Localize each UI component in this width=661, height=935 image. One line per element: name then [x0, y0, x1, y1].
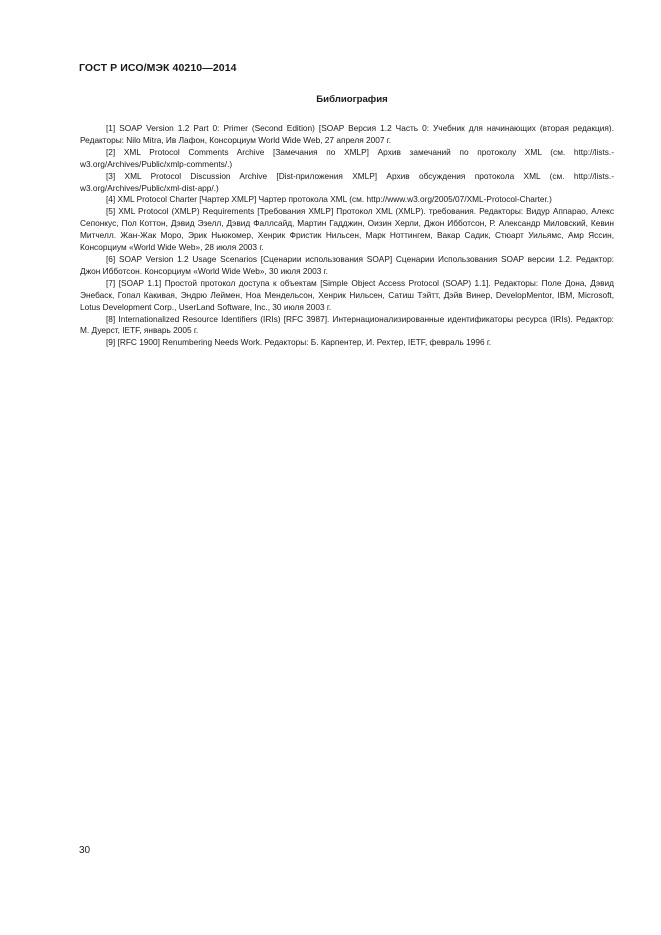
section-title-bibliography: Библиография: [316, 94, 388, 105]
bibliography-entry-7: [7] [SOAP 1.1] Простой протокол доступа к объектам [Simple Object Access Protocol (SOAP) 1.1]. Редакторы: Поле Дона, Дэвид Энебаск, Гопал Какивая, Эндрю Леймен, Ноа Мендельсон, Хенрик Нильсен, Сатиш Тэйтт, Дэйв Винер, DevelopMentor, IBM, Microsoft, Lotus Development Corp., UserLand Software, Inc., 30 июля 2003 г.: [80, 277, 614, 312]
bibliography-entry-3: [3] XML Protocol Discussion Archive [Dist-приложения XMLP] Архив обсуждения протокола XML (см. http://lists.w3.org/Archives/Public/xml-dist-app/.): [80, 170, 614, 193]
bibliography-entry-1: [1] SOAP Version 1.2 Part 0: Primer (Second Edition) [SOAP Версия 1.2 Часть 0: Учебник для начинающих (вторая редакция). Редакторы: Nilo Mitra, Ив Лафон, Консорциум World Wide Web, 27 апреля 2007 г.: [80, 123, 614, 145]
bibliography-entry-6: [6] SOAP Version 1.2 Usage Scenarios [Сценарии использования SOAP] Сценарии Использования SOAP версии 1.2. Редактор: Джон Ибботсон. Консорциум «World Wide Web», 30 июля 2003 г.: [80, 253, 614, 276]
bibliography-entry-4: [4] XML Protocol Charter [Чартер XMLP] Чартер протокола XML (см. http://www.w3.org/2005/07/XML-Protocol-Charter.): [106, 194, 552, 205]
bibliography-list: [80, 123, 614, 349]
bibliography-entry-8: [8] Internationalized Resource Identifiers (IRIs) [RFC 3987]. Интернационализированные идентификаторы ресурса (IRIs). Редактор: М. Дуерст, IETF, январь 2005 г.: [80, 313, 614, 336]
bibliography-entry-2: [2] XML Protocol Comments Archive [Замечания по XMLP] Архив замечаний по протоколу XML (см. http://lists.w3.org/Archives/Public/xmlp-comments/.): [80, 146, 614, 169]
bibliography-entry-9: [9] [RFC 1900] Renumbering Needs Work. Редакторы: Б. Карпентер, И. Рехтер, IETF, февраль 1996 г.: [106, 337, 492, 348]
page-number: 30: [79, 845, 91, 856]
bibliography-entry-5: [5] XML Protocol (XMLP) Requirements [Требования XMLP] Протокол XML (XMLP). требования. Редакторы: Видур Аппарао, Алекс Сепонкус, Пол Коттон, Дэвид Эзелл, Дэвид Фаллсайд, Мартин Гадджин, Оизин Херли, Джон Ибботсон, Р. Александр Миловский, Кевин Митчелл. Жан-Жак Моро, Эрик Ньюкомер, Хенрик Фристик Нильсен, Марк Ноттингем, Вакар Садик, Стюарт Уильямс, Амр Яссин, Консорциум «World Wide Web», 28 июля 2003 г.: [80, 206, 614, 253]
document-code-header: ГОСТ Р ИСО/МЭК 40210—2014: [79, 62, 237, 74]
